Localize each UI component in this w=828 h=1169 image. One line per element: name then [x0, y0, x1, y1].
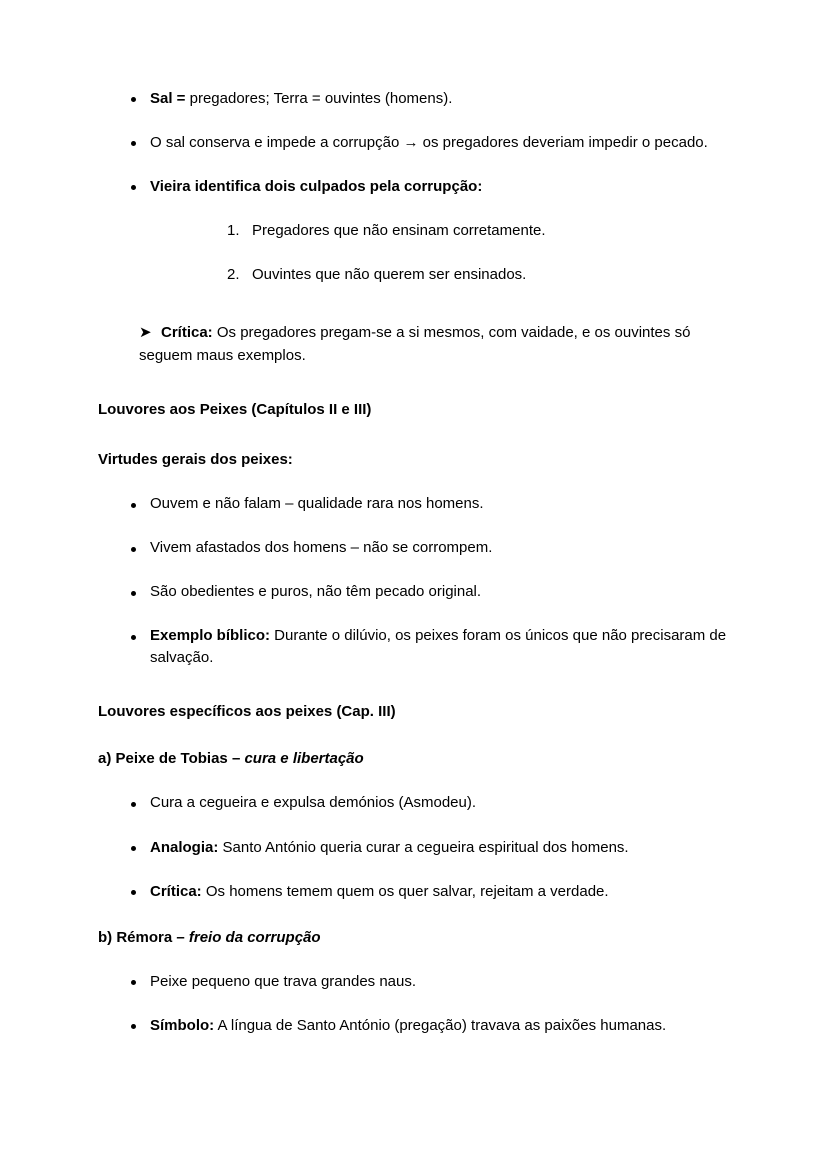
- subheading-remora: [98, 927, 738, 950]
- bullet-dot-icon: [131, 503, 136, 508]
- list-item-lead: Analogia:: [150, 838, 219, 856]
- list-item: [98, 837, 738, 859]
- bullet-dot-icon: [131, 97, 136, 102]
- subheading-peixe-tobias: [98, 748, 738, 771]
- arrow-right-icon: ➤: [139, 324, 152, 342]
- list-item: [98, 1015, 738, 1037]
- list-item-text: Santo António queria curar a cegueira espiritual dos homens.: [218, 838, 629, 856]
- list-item-text: Vivem afastados dos homens – não se corrompem.: [150, 539, 493, 557]
- list-item-lead: Sal =: [150, 90, 186, 107]
- list-item-text: pregadores; Terra = ouvintes (homens).: [185, 90, 453, 107]
- bullet-list-tobias: [98, 792, 738, 902]
- bullet-list-sal: [98, 88, 738, 286]
- list-item-text: São obedientes e puros, não têm pecado original.: [150, 583, 482, 601]
- numbered-list-culpados: [150, 220, 738, 286]
- list-item-lead: Símbolo:: [150, 1017, 215, 1035]
- bullet-list-virtudes: [98, 493, 738, 669]
- bullet-dot-icon: [131, 1024, 136, 1029]
- list-item-text: Pregadores que não ensinam corretamente.: [252, 222, 546, 240]
- list-item: [98, 971, 738, 993]
- list-item-lead: Vieira identifica dois culpados pela corrupção:: [150, 178, 483, 196]
- document-body: [98, 88, 738, 1037]
- bullet-dot-icon: [131, 185, 136, 190]
- list-item-text: Durante o dilúvio, os peixes foram os únicos que não precisaram de salvação.: [150, 627, 727, 667]
- subheading-plain: a) Peixe de Tobias –: [98, 749, 245, 767]
- list-item-text: Ouvintes que não querem ser ensinados.: [252, 266, 527, 284]
- subheading-italic: cura e libertação: [244, 749, 364, 767]
- bullet-dot-icon: [131, 635, 136, 640]
- list-item-lead: Crítica:: [150, 882, 202, 900]
- list-item: [98, 881, 738, 903]
- subheading-virtudes-gerais: Virtudes gerais dos peixes:: [98, 450, 293, 468]
- list-item-number: 2.: [227, 266, 240, 284]
- bullet-dot-icon: [131, 141, 136, 146]
- list-item: [98, 493, 738, 515]
- list-item: [98, 581, 738, 603]
- bullet-dot-icon: [131, 980, 136, 985]
- section-heading-louvores-especificos: Louvores específicos aos peixes (Cap. III): [98, 703, 396, 721]
- bullet-dot-icon: [131, 846, 136, 851]
- list-item: [98, 88, 738, 110]
- list-item: [98, 537, 738, 559]
- list-item: [150, 220, 738, 242]
- subheading-italic: freio da corrupção: [188, 928, 321, 946]
- list-item: [98, 625, 738, 669]
- list-item-number: 1.: [227, 222, 240, 240]
- list-item-text: O sal conserva e impede a corrupção → os pregadores deveriam impedir o pecado.: [150, 134, 708, 152]
- list-item-lead: Exemplo bíblico:: [150, 627, 271, 645]
- callout-lead: Crítica:: [161, 324, 213, 342]
- list-item-text: Ouvem e não falam – qualidade rara nos homens.: [150, 495, 484, 513]
- list-item: [98, 792, 738, 814]
- list-item: [98, 176, 738, 286]
- list-item: [98, 132, 738, 154]
- bullet-dot-icon: [131, 802, 136, 807]
- list-item: [150, 264, 738, 286]
- bullet-dot-icon: [131, 547, 136, 552]
- section-heading-louvores-peixes: Louvores aos Peixes (Capítulos II e III): [98, 401, 372, 419]
- callout-body: [139, 322, 738, 367]
- bullet-dot-icon: [131, 591, 136, 596]
- list-item-text: Peixe pequeno que trava grandes naus.: [150, 973, 417, 991]
- bullet-list-remora: [98, 971, 738, 1037]
- bullet-dot-icon: [131, 890, 136, 895]
- list-item-text: Cura a cegueira e expulsa demónios (Asmodeu).: [150, 794, 477, 812]
- list-item-text: Os homens temem quem os quer salvar, rejeitam a verdade.: [201, 882, 609, 900]
- subheading-plain: b) Rémora –: [98, 928, 189, 946]
- callout-critica: [98, 322, 738, 367]
- callout-text: Os pregadores pregam-se a si mesmos, com vaidade, e os ouvintes só seguem maus exemplos.: [139, 324, 691, 364]
- list-item-text: A língua de Santo António (pregação) travava as paixões humanas.: [214, 1017, 667, 1035]
